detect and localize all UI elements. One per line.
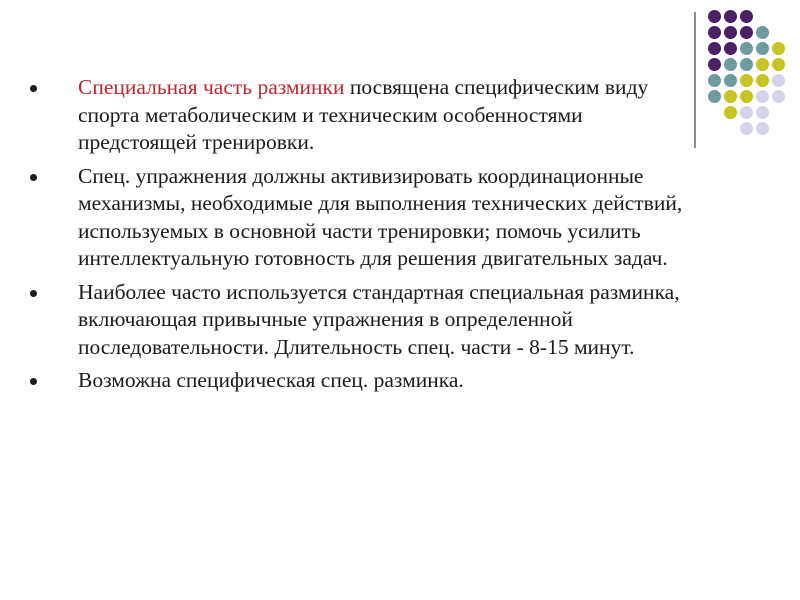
dot-icon xyxy=(724,90,737,103)
bullet-dot-icon xyxy=(30,378,37,385)
dot-icon xyxy=(756,90,769,103)
dot-icon xyxy=(708,42,721,55)
dot-icon xyxy=(756,106,769,119)
bullet-text: Возможна специфическая спец. разминка. xyxy=(78,368,464,392)
dot-icon xyxy=(740,58,753,71)
bullet-list xyxy=(30,74,690,401)
dot-icon xyxy=(724,26,737,39)
dot-icon xyxy=(740,42,753,55)
dot-icon xyxy=(740,122,753,135)
bullet-item xyxy=(30,74,690,157)
dot-icon xyxy=(756,122,769,135)
dot-icon xyxy=(708,10,721,23)
dot-icon xyxy=(724,10,737,23)
dot-icon xyxy=(772,42,785,55)
bullet-text: Спец. упражнения должны активизировать координационные механизмы, необходимые для выполнения технических действий, используемых в основной части тренировки; помочь усилить интеллектуальную готовность для решения двигательных задач. xyxy=(78,163,683,270)
bullet-text: посвящена специфическим виду спорта метаболическим и техническим особенностями предстоящей тренировки. xyxy=(78,75,649,154)
dot-icon xyxy=(708,74,721,87)
dot-icon xyxy=(756,74,769,87)
dot-icon xyxy=(724,42,737,55)
dot-icon xyxy=(756,42,769,55)
dot-grid-icon xyxy=(708,10,788,130)
dot-icon xyxy=(740,74,753,87)
dot-icon xyxy=(756,26,769,39)
dot-icon xyxy=(724,58,737,71)
bullet-item xyxy=(30,163,690,273)
bullet-text: Наиболее часто используется стандартная специальная разминка, включающая привычные упражнения в определенной последовательности. Длительность спец. части - 8-15 минут. xyxy=(78,279,680,359)
bullet-dot-icon xyxy=(30,290,37,297)
bullet-item xyxy=(30,367,690,395)
dot-icon xyxy=(740,26,753,39)
highlight-text: Специальная часть разминки xyxy=(78,75,345,99)
dot-icon xyxy=(708,58,721,71)
dot-icon xyxy=(756,58,769,71)
bullet-dot-icon xyxy=(30,85,37,92)
dot-icon xyxy=(740,90,753,103)
dot-icon xyxy=(772,90,785,103)
dot-icon xyxy=(740,10,753,23)
dot-icon xyxy=(772,58,785,71)
bullet-item xyxy=(30,279,690,362)
divider-line xyxy=(694,12,696,148)
dot-icon xyxy=(708,26,721,39)
dot-icon xyxy=(708,90,721,103)
dot-icon xyxy=(772,74,785,87)
dot-icon xyxy=(740,106,753,119)
dot-icon xyxy=(724,106,737,119)
dot-icon xyxy=(724,74,737,87)
bullet-dot-icon xyxy=(30,174,37,181)
